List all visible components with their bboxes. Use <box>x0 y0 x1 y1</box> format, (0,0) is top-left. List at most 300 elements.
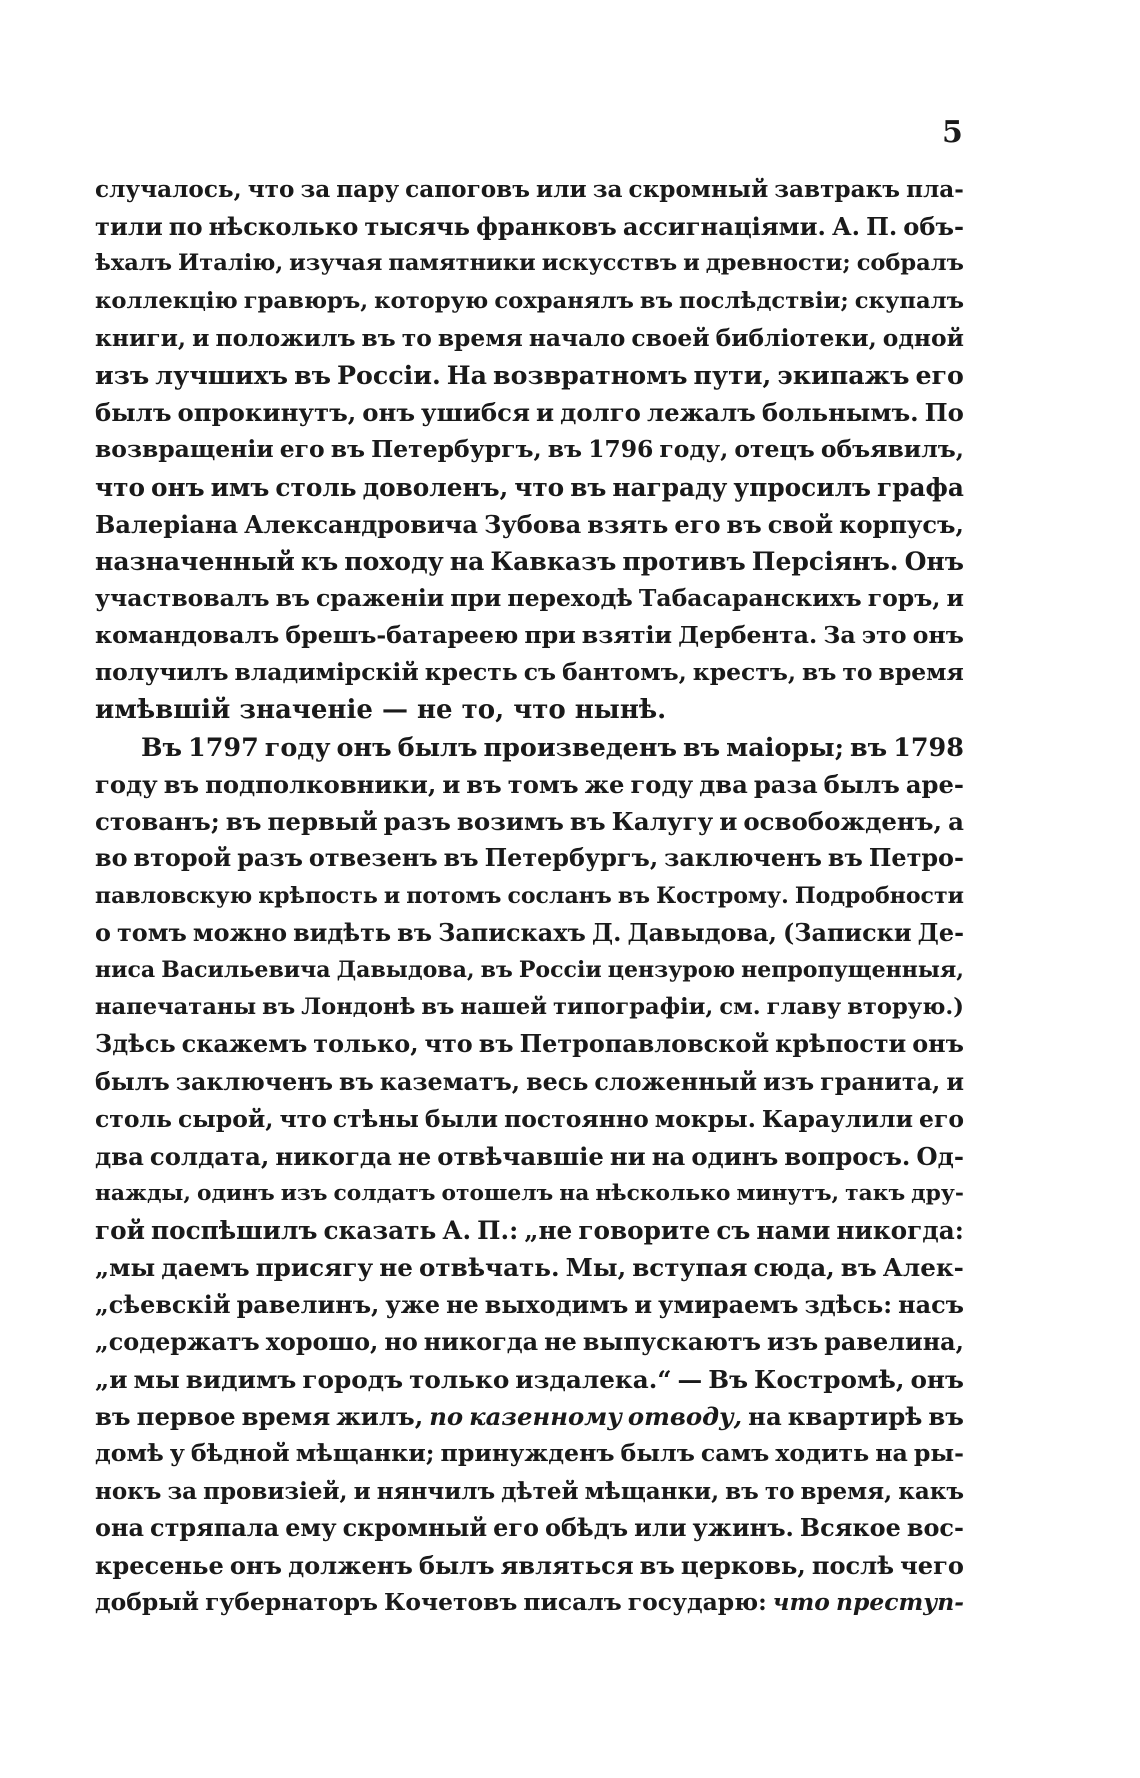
word: онъ <box>912 1030 964 1059</box>
word: типографіи, <box>553 994 714 1021</box>
word: выходимъ <box>484 1290 629 1319</box>
text-line <box>95 1026 964 1063</box>
word: онъ <box>336 731 392 762</box>
word: нашей <box>460 994 548 1021</box>
word: на <box>651 1141 686 1171</box>
text-line <box>95 469 964 506</box>
word: на <box>875 1439 908 1468</box>
word: кресть <box>424 658 518 687</box>
word: Костромѣ, <box>754 1365 905 1394</box>
word: походу <box>344 545 444 576</box>
word: въ <box>725 1477 759 1505</box>
text-line <box>95 1101 964 1138</box>
word: съ <box>716 1216 751 1246</box>
word: его <box>279 435 325 464</box>
word: его <box>915 359 964 390</box>
word: это <box>861 621 907 650</box>
word: ужинъ. <box>692 1513 794 1542</box>
word: пла- <box>906 176 964 203</box>
text-line <box>95 357 964 394</box>
word: одинъ <box>691 1141 779 1171</box>
text-line <box>95 1175 964 1212</box>
word: сосланъ <box>507 882 612 909</box>
word: столь <box>95 1104 172 1133</box>
word: вос- <box>906 1513 964 1542</box>
word: въ <box>443 844 479 873</box>
word: Кочетовъ <box>384 1588 518 1617</box>
text-line <box>95 840 964 877</box>
text-line <box>95 617 964 654</box>
word: въ <box>849 731 888 762</box>
word: при <box>450 584 502 613</box>
word: сложенный <box>594 1067 758 1096</box>
word: ни <box>609 1141 646 1171</box>
word: послѣ <box>811 1550 895 1580</box>
word: томъ <box>507 770 579 799</box>
word: умираемъ <box>658 1290 799 1319</box>
word: время <box>437 323 523 352</box>
word: въ <box>726 509 762 539</box>
word: сапоговъ <box>405 176 530 203</box>
word: долженъ <box>288 1550 413 1580</box>
word: хорошо, <box>265 1327 379 1356</box>
word: дѣтей <box>501 1477 579 1505</box>
word: раза <box>753 770 818 799</box>
word: начало <box>528 323 626 352</box>
word: преступ- <box>835 1588 964 1617</box>
text-line <box>95 1361 964 1398</box>
word: бантомъ, <box>562 658 687 687</box>
word: дру- <box>911 1181 964 1207</box>
word: добрый <box>95 1588 200 1617</box>
word: церковь, <box>680 1550 806 1580</box>
word: въ <box>95 1402 131 1432</box>
word: произведенъ <box>483 731 677 762</box>
word: завтракъ <box>774 176 901 203</box>
word: являться <box>500 1550 634 1580</box>
word: ассигнаціями. <box>622 212 826 242</box>
word: Подробности <box>794 882 964 909</box>
word: послѣдствіи; <box>679 287 849 314</box>
word: насъ <box>898 1290 964 1319</box>
word: скромный <box>342 1513 488 1542</box>
word: казематъ, <box>379 1067 521 1096</box>
word: Въ <box>141 731 182 762</box>
word: напечатаны <box>95 994 257 1021</box>
word: по <box>168 212 203 242</box>
word: экипажъ <box>777 359 910 390</box>
word: нынѣ. <box>574 694 667 725</box>
word: За <box>823 621 856 650</box>
word: владимірскій <box>234 658 419 687</box>
word: то <box>401 323 432 352</box>
word: самъ <box>700 1439 770 1468</box>
word: городъ <box>302 1365 404 1394</box>
word: „сѣевскій <box>95 1290 231 1319</box>
word: упросилъ <box>733 472 872 502</box>
word: никогда <box>423 1327 539 1356</box>
word: но <box>384 1327 418 1356</box>
text-line <box>95 803 964 840</box>
word: нянчилъ <box>376 1477 496 1505</box>
word: взятіи <box>581 621 673 650</box>
text-line <box>95 171 964 208</box>
word: въ <box>478 1030 514 1059</box>
word: корпусъ, <box>839 509 964 539</box>
word: и <box>535 398 555 428</box>
word: во <box>95 844 128 873</box>
word: равелина, <box>824 1327 964 1356</box>
word: подполковники, <box>205 770 437 799</box>
word: сырой, <box>177 1104 274 1133</box>
text-line <box>95 1584 964 1621</box>
word: собралъ <box>856 250 964 277</box>
word: гой <box>95 1216 145 1246</box>
word: что <box>279 1104 327 1133</box>
word: отошелъ <box>441 1181 554 1207</box>
word: нажды, <box>95 1181 191 1207</box>
word: сохранялъ <box>494 287 634 314</box>
word: государю: <box>627 1588 767 1617</box>
word: равелинъ, <box>236 1290 380 1319</box>
word: Табасаранскихъ <box>638 584 862 613</box>
word: не <box>397 1141 432 1171</box>
word: Де- <box>917 918 964 947</box>
word: солдатъ <box>333 1181 436 1207</box>
word: лучшихъ <box>155 359 289 390</box>
word: Зубова <box>484 509 582 539</box>
word: отводу, <box>627 1402 743 1432</box>
word: Онъ <box>904 545 964 576</box>
word: и <box>946 1067 964 1096</box>
word: изъ <box>763 1067 815 1096</box>
text-line <box>95 692 964 729</box>
word: то <box>764 1477 795 1505</box>
word: въ <box>338 1067 374 1096</box>
text-line <box>95 878 964 915</box>
word: первый <box>267 807 378 837</box>
word: онъ <box>910 1365 964 1394</box>
word: и <box>683 250 700 277</box>
word: въ <box>569 807 606 837</box>
word: Въ <box>708 1365 749 1394</box>
word: непропущенныя, <box>741 956 964 983</box>
word: Лондонѣ <box>301 994 416 1021</box>
word: въ <box>397 918 433 947</box>
word: — <box>381 694 408 725</box>
word: въ <box>330 435 366 464</box>
word: время <box>878 658 964 687</box>
word: Алек- <box>882 1253 964 1283</box>
word: библіотеки, <box>715 323 877 352</box>
word: писалъ <box>523 1588 622 1617</box>
word: имъ <box>210 472 270 502</box>
word: въ <box>225 807 262 837</box>
word: Давыдова, <box>627 918 777 947</box>
word: и <box>383 882 401 909</box>
word: два <box>699 770 748 799</box>
word: По <box>924 398 964 428</box>
word: пару <box>336 176 400 203</box>
word: томъ <box>117 918 187 947</box>
word: Васильевича <box>161 956 331 983</box>
word: памятники <box>388 250 536 277</box>
body-text <box>95 171 964 1621</box>
text-line <box>95 245 964 282</box>
text-line <box>95 654 964 691</box>
word: солдата, <box>149 1141 270 1171</box>
word: нами <box>756 1216 831 1246</box>
word: мы <box>133 1365 180 1394</box>
word: Д. <box>591 918 622 947</box>
word: видѣть <box>293 918 392 947</box>
word: къ <box>300 545 339 576</box>
word: ѣхалъ <box>95 250 172 277</box>
word: одинъ <box>196 1181 275 1207</box>
word: былъ <box>620 1439 695 1468</box>
word: стованъ; <box>95 807 220 837</box>
word: нокъ <box>95 1477 162 1505</box>
word: у <box>169 1439 185 1468</box>
text-line <box>95 915 964 952</box>
word: въ <box>275 584 310 613</box>
word: Здѣсь <box>95 1030 176 1059</box>
word: ему <box>285 1513 337 1542</box>
word: маіоры; <box>726 731 844 762</box>
word: и <box>946 584 964 613</box>
word: „и <box>95 1365 128 1394</box>
word: въ <box>639 1550 675 1580</box>
word: въ <box>802 658 837 687</box>
word: скромный <box>628 176 769 203</box>
word: стѣны <box>332 1104 419 1133</box>
word: стряпала <box>150 1513 280 1542</box>
text-line <box>95 766 964 803</box>
word: были <box>424 1104 499 1133</box>
word: онъ <box>912 621 964 650</box>
word: Кострому. <box>656 882 789 909</box>
word: разъ <box>383 807 451 837</box>
word: командовалъ <box>95 621 280 650</box>
word: не <box>446 1290 479 1319</box>
word: павловскую <box>95 882 253 909</box>
word: а <box>948 807 964 837</box>
word: весь <box>526 1067 589 1096</box>
word: крестъ, <box>692 658 797 687</box>
word: году <box>630 770 694 799</box>
word: постоянно <box>504 1104 649 1133</box>
word: объявилъ, <box>820 435 964 464</box>
word: „не <box>524 1216 573 1246</box>
word: мѣщанки; <box>295 1439 435 1468</box>
word: Запискахъ <box>438 918 586 947</box>
word: въ <box>928 1402 964 1432</box>
word: что <box>247 176 295 203</box>
word: никогда <box>275 1141 392 1171</box>
word: въ <box>480 956 513 983</box>
word: долго <box>560 398 641 428</box>
word: больнымъ. <box>761 398 919 428</box>
word: мокры. <box>654 1104 756 1133</box>
text-line <box>95 580 964 617</box>
word: былъ <box>823 770 900 799</box>
text-line <box>95 1249 964 1286</box>
word: брешъ-батареею <box>285 621 519 650</box>
word: домѣ <box>95 1439 164 1468</box>
word: крѣпости <box>775 1030 907 1059</box>
word: искусствъ <box>541 250 678 277</box>
word: П. <box>866 212 898 242</box>
word: о <box>95 918 111 947</box>
word: былъ <box>95 1067 170 1096</box>
word: поспѣшилъ <box>151 1216 318 1246</box>
word: году <box>264 731 331 762</box>
text-line <box>95 320 964 357</box>
word: году, <box>659 435 729 464</box>
word: участвовалъ <box>95 584 270 613</box>
word: что <box>424 1030 473 1059</box>
word: сюда, <box>753 1253 835 1283</box>
word: нѣсколько <box>208 212 359 242</box>
word: доволенъ, <box>362 472 509 502</box>
word: въ <box>421 994 455 1021</box>
word: П.: <box>477 1216 519 1246</box>
word: „мы <box>95 1253 156 1283</box>
text-line <box>95 543 964 580</box>
word: вступая <box>632 1253 748 1283</box>
word: возимъ <box>456 807 564 837</box>
word: и <box>634 1290 653 1319</box>
word: въ <box>361 323 396 352</box>
word: что <box>513 694 566 725</box>
word: видимъ <box>185 1365 297 1394</box>
word: Од- <box>916 1141 964 1171</box>
text-line <box>95 1473 964 1510</box>
word: Италію, <box>178 250 284 277</box>
word: потомъ <box>406 882 502 909</box>
word: скупалъ <box>854 287 964 314</box>
word: Мы, <box>565 1253 627 1283</box>
text-line <box>95 1138 964 1175</box>
word: 1798 <box>893 731 964 762</box>
word: Персіянъ. <box>751 545 899 576</box>
word: отвѣчать. <box>418 1253 560 1283</box>
word: взять <box>587 509 669 539</box>
word: ушибся <box>421 398 530 428</box>
word: А. <box>442 1216 472 1246</box>
word: Кавказъ <box>490 545 617 576</box>
word: франковъ <box>476 212 617 242</box>
word: вопросъ. <box>784 1141 911 1171</box>
word: — <box>677 1365 703 1394</box>
word: гравюръ, <box>243 287 369 314</box>
word: объ- <box>903 212 964 242</box>
word: тили <box>95 212 163 242</box>
word: обѣдъ <box>545 1513 629 1542</box>
word: на <box>748 1402 782 1432</box>
word: скажемъ <box>181 1030 308 1059</box>
word: На <box>446 359 488 390</box>
word: никогда: <box>836 1216 964 1246</box>
word: возвращеніи <box>95 435 274 464</box>
word: тысячь <box>364 212 471 242</box>
word: А. <box>831 212 861 242</box>
word: по <box>429 1402 464 1432</box>
word: за <box>592 176 623 203</box>
word: мѣщанки, <box>584 1477 720 1505</box>
word: при <box>524 621 576 650</box>
word: минутъ, <box>736 1181 840 1207</box>
word: опрокинутъ, <box>177 398 357 428</box>
word: что <box>514 472 565 502</box>
word: „содержатъ <box>95 1327 260 1356</box>
word: Калугу <box>611 807 714 837</box>
word: жилъ, <box>336 1402 424 1432</box>
word: его <box>674 509 721 539</box>
word: Петро- <box>868 844 964 873</box>
word: Россіи. <box>337 359 441 390</box>
word: сраженіи <box>315 584 445 613</box>
text-line <box>95 1398 964 1435</box>
text-line <box>95 1287 964 1324</box>
word: издалека.“ <box>515 1365 672 1394</box>
word: былъ <box>95 398 172 428</box>
word: какъ <box>898 1477 964 1505</box>
word: главу <box>766 994 842 1021</box>
word: его <box>493 1513 539 1542</box>
word: столь <box>275 472 357 502</box>
word: что <box>95 472 145 502</box>
word: чего <box>900 1550 964 1580</box>
word: она <box>95 1513 144 1542</box>
word: или <box>536 176 587 203</box>
word: (Записки <box>782 918 912 947</box>
text-line <box>95 1435 964 1472</box>
word: на <box>449 545 485 576</box>
text-line <box>95 952 964 989</box>
word: 1796 <box>588 435 654 464</box>
word: въ <box>294 359 332 390</box>
text-line <box>95 1547 964 1584</box>
word: не <box>544 1327 577 1356</box>
word: графа <box>877 472 964 502</box>
word: награду <box>612 472 728 502</box>
word: губернаторъ <box>205 1588 378 1617</box>
word: даемъ <box>161 1253 250 1283</box>
word: за <box>300 176 331 203</box>
word: казенному <box>469 1402 622 1432</box>
word: время <box>241 1402 331 1432</box>
word: въ <box>682 731 721 762</box>
word: году <box>95 770 158 799</box>
word: Караулили <box>761 1104 913 1133</box>
word: такъ <box>845 1181 906 1207</box>
word: Александровича <box>244 509 479 539</box>
word: въ <box>547 435 583 464</box>
word: говорите <box>578 1216 711 1246</box>
word: древности; <box>705 250 851 277</box>
word: отвезенъ <box>308 844 438 873</box>
word: время, <box>800 1477 893 1505</box>
word: гранита, <box>820 1067 941 1096</box>
word: аре- <box>905 770 964 799</box>
word: въ <box>163 770 200 799</box>
word: Петербургъ, <box>484 844 659 873</box>
word: два <box>95 1141 144 1171</box>
word: за <box>167 1477 198 1505</box>
word: онъ <box>229 1550 283 1580</box>
text-line <box>95 283 964 320</box>
